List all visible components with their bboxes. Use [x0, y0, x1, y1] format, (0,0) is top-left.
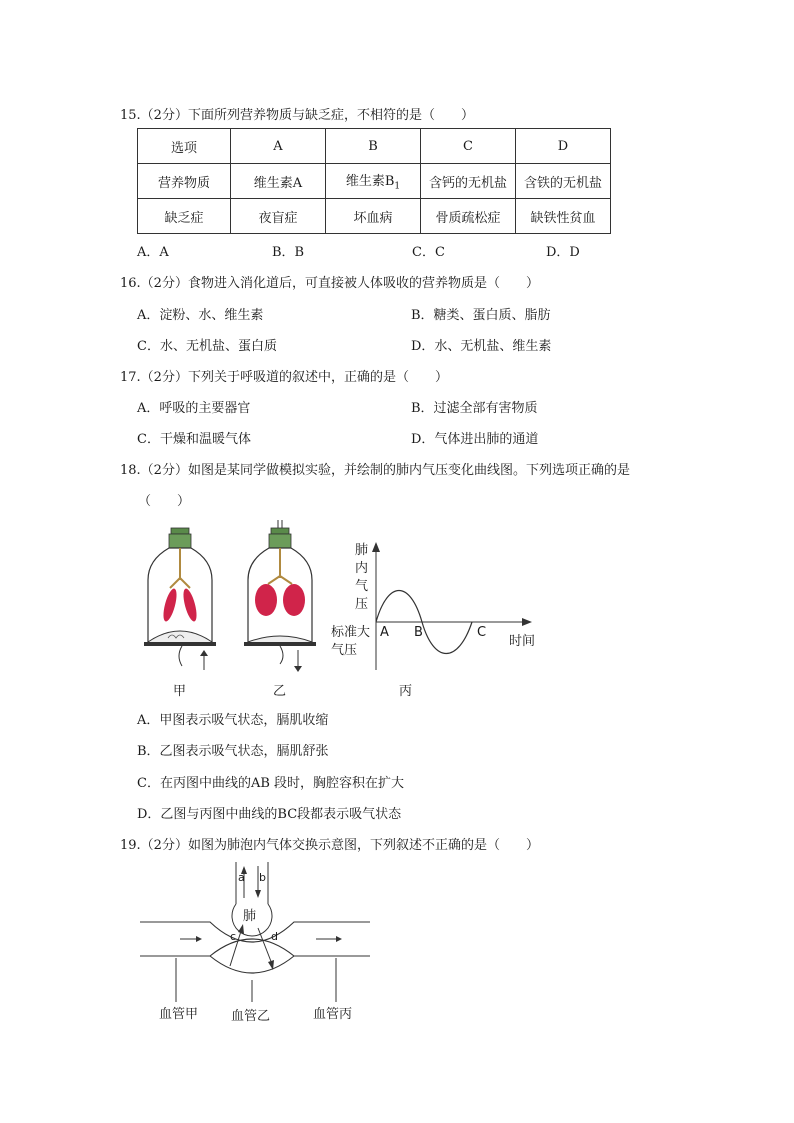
table-cell: B	[326, 129, 421, 164]
table-cell: 缺乏症	[138, 199, 231, 234]
table-row	[138, 164, 611, 199]
table-cell: A	[231, 129, 326, 164]
table-cell-text: 维生素B	[345, 174, 395, 190]
q18-answer-paren: （ ）	[138, 494, 191, 509]
table-cell: 含铁的无机盐	[516, 164, 611, 199]
q15-stem: 15.（2分）下面所列营养物质与缺乏症，不相符的是（ ）	[120, 108, 474, 123]
graph-point-a: A	[380, 625, 389, 640]
q18-option-b[interactable]: B．乙图表示吸气状态，膈肌舒张	[137, 744, 329, 759]
table-row	[138, 129, 611, 164]
bell-jar-figure	[138, 520, 338, 680]
label-c: c	[230, 930, 237, 943]
q15-option-d[interactable]: D．D	[546, 245, 580, 260]
q16-stem: 16.（2分）食物进入消化道后，可直接被人体吸收的营养物质是（ ）	[120, 276, 539, 291]
q18-option-c[interactable]: C．在丙图中曲线的AB 段时，胸腔容积在扩大	[137, 776, 405, 791]
q16-option-d[interactable]: D．水、无机盐、维生素	[411, 339, 552, 354]
graph-ylabel-char: 肺	[355, 543, 369, 558]
graph-baseline-label	[331, 624, 370, 660]
table-cell: 缺铁性贫血	[516, 199, 611, 234]
label-a: a	[238, 871, 245, 884]
table-cell: 营养物质	[138, 164, 231, 199]
label-lung: 肺	[243, 909, 257, 924]
graph-point-b: B	[414, 625, 423, 640]
label-d: d	[271, 930, 278, 943]
label-vessel-bing: 血管丙	[313, 1007, 353, 1022]
q19-stem: 19.（2分）如图为肺泡内气体交换示意图，下列叙述不正确的是（ ）	[120, 838, 539, 853]
pressure-graph	[370, 540, 540, 670]
q17-option-c[interactable]: C．干燥和温暖气体	[137, 432, 251, 447]
label-vessel-yi: 血管乙	[231, 1009, 271, 1024]
graph-ylabel-char: 压	[355, 597, 369, 612]
table-cell: 坏血病	[326, 199, 421, 234]
table-cell: 夜盲症	[231, 199, 326, 234]
label-jia: 甲	[173, 684, 187, 699]
label-bing: 丙	[399, 684, 413, 699]
nutrition-table	[137, 128, 611, 234]
table-cell: D	[516, 129, 611, 164]
table-cell	[326, 164, 421, 199]
table-cell: 维生素A	[231, 164, 326, 199]
q16-option-b[interactable]: B．糖类、蛋白质、脂肪	[411, 308, 551, 323]
q15-option-c[interactable]: C．C	[412, 245, 445, 260]
bell-jar-yi	[244, 520, 316, 672]
q16-option-c[interactable]: C．水、无机盐、蛋白质	[137, 339, 277, 354]
table-row	[138, 199, 611, 234]
label-b: b	[259, 871, 266, 884]
table-cell: 选项	[138, 129, 231, 164]
q17-option-b[interactable]: B．过滤全部有害物质	[411, 401, 538, 416]
graph-ylabel-char: 内	[355, 561, 369, 576]
label-yi: 乙	[273, 684, 287, 699]
graph-xlabel: 时间	[509, 634, 536, 649]
table-cell: 含钙的无机盐	[421, 164, 516, 199]
bell-jar-jia	[144, 528, 216, 670]
subscript: 1	[394, 181, 401, 192]
q18-option-d[interactable]: D．乙图与丙图中曲线的BC段都表示吸气状态	[137, 807, 402, 822]
q15-option-a[interactable]: A．A	[137, 245, 169, 260]
graph-ylabel-char: 气	[355, 579, 369, 594]
q18-option-a[interactable]: A．甲图表示吸气状态，膈肌收缩	[137, 713, 329, 728]
q17-option-a[interactable]: A．呼吸的主要器官	[137, 401, 251, 416]
q18-stem: 18.（2分）如图是某同学做模拟实验，并绘制的肺内气压变化曲线图。下列选项正确的是	[120, 463, 630, 478]
graph-ylabel	[355, 542, 368, 614]
graph-baseline-line: 气压	[331, 643, 358, 658]
q15-option-b[interactable]: B．B	[272, 245, 305, 260]
graph-baseline-line: 标准大	[331, 625, 371, 640]
graph-point-c: C	[477, 625, 487, 640]
q16-option-a[interactable]: A．淀粉、水、维生素	[137, 308, 264, 323]
label-vessel-jia: 血管甲	[159, 1007, 199, 1022]
q17-stem: 17.（2分）下列关于呼吸道的叙述中，正确的是（ ）	[120, 370, 448, 385]
table-cell: C	[421, 129, 516, 164]
table-cell: 骨质疏松症	[421, 199, 516, 234]
q17-option-d[interactable]: D．气体进出肺的通道	[411, 432, 539, 447]
